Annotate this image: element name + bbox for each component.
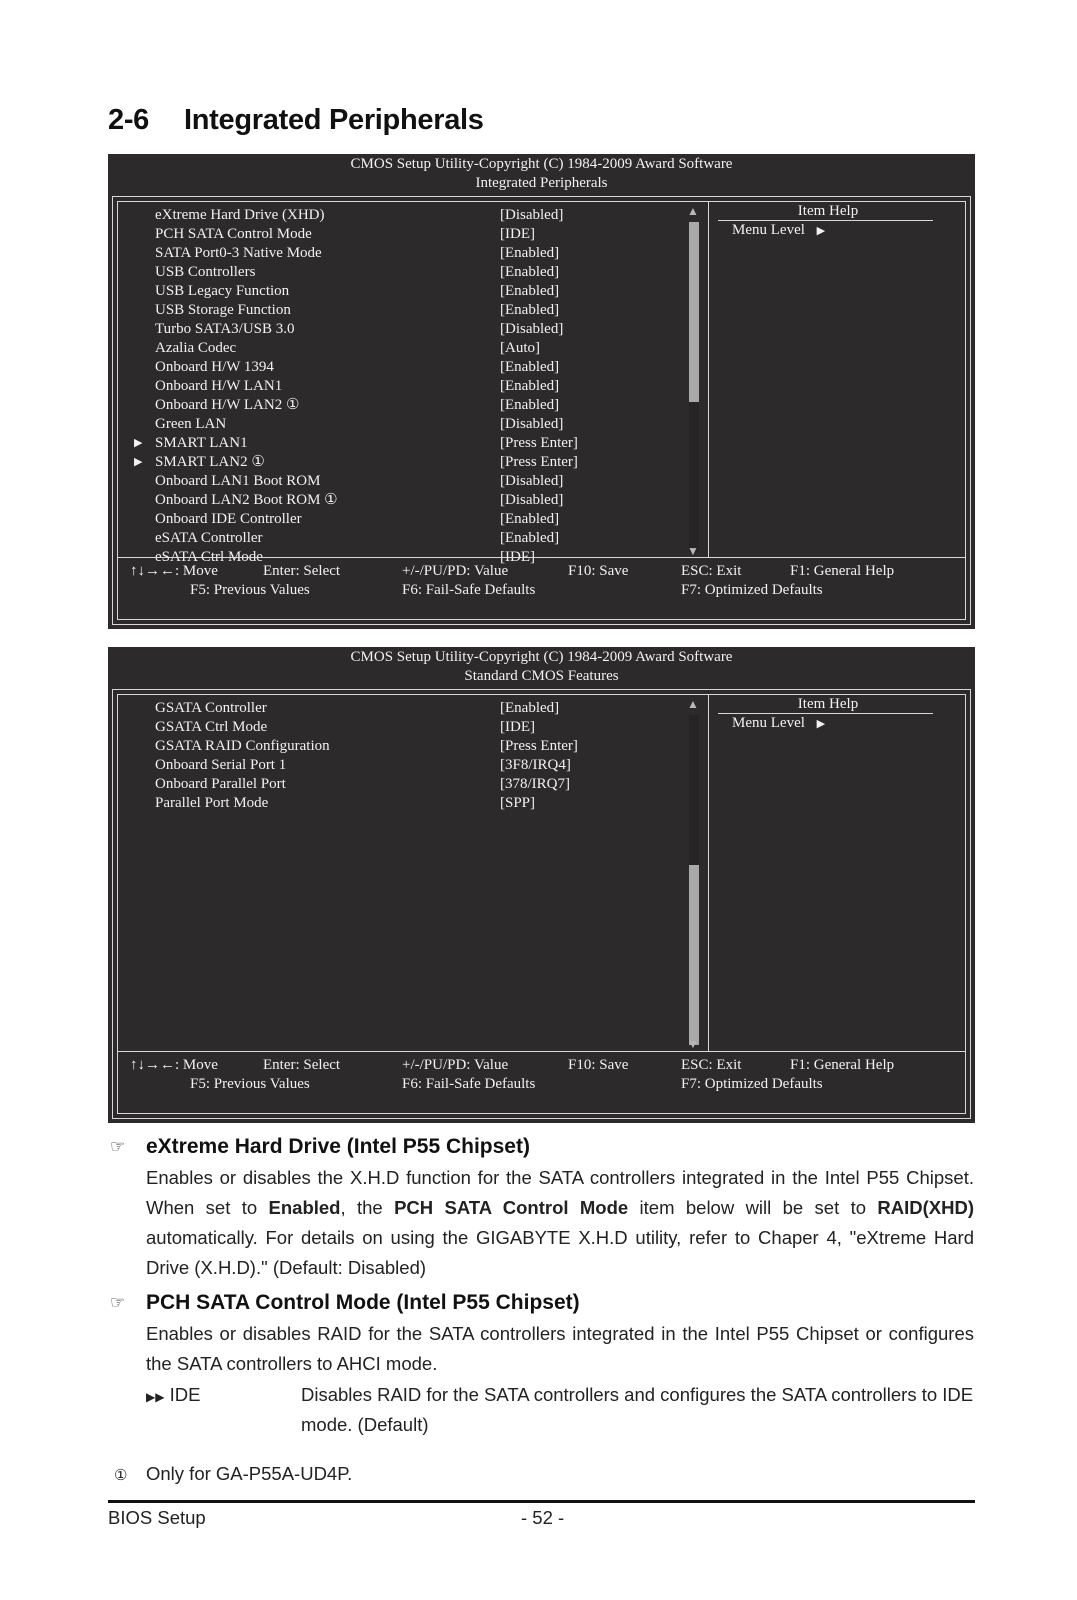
bios-item[interactable] [118, 718, 708, 737]
bios-item-label: Green LAN [155, 416, 227, 432]
menu-level-arrow-icon: ▶ [816, 718, 826, 730]
bios-item[interactable] [118, 377, 708, 396]
bios-divider [708, 202, 709, 557]
bios-item-label: SMART LAN2 ① [155, 454, 265, 470]
bios-item-value[interactable]: [Enabled] [500, 397, 560, 413]
bios-item[interactable] [118, 301, 708, 320]
bios-item[interactable] [118, 320, 708, 339]
bios-outer-frame [112, 196, 971, 625]
bios-title [108, 154, 975, 197]
scroll-down-icon[interactable]: ▼ [687, 544, 699, 558]
bios-item-label: SATA Port0-3 Native Mode [155, 245, 322, 261]
bios-item-value[interactable]: [Press Enter] [500, 738, 578, 754]
bios-item[interactable] [118, 794, 708, 813]
bios-item-label: eXtreme Hard Drive (XHD) [155, 207, 325, 223]
menu-level-label: Menu Level [732, 715, 805, 731]
bios-copyright: CMOS Setup Utility-Copyright (C) 1984-2009 Award Software [350, 649, 733, 665]
bios-screen-standard-cmos [108, 647, 975, 1123]
option-ide-description: Disables RAID for the SATA controllers and configures the SATA controllers to IDE mode. (Default) [301, 1384, 974, 1435]
bios-item[interactable] [118, 510, 708, 529]
bios-page-title: Standard CMOS Features [464, 668, 619, 684]
bios-item-label: Onboard IDE Controller [155, 511, 302, 527]
bios-item-value[interactable]: [Enabled] [500, 302, 560, 318]
bios-item[interactable] [118, 225, 708, 244]
submenu-arrow-icon: ▶ [134, 456, 143, 468]
bios-item-label: Onboard LAN1 Boot ROM [155, 473, 321, 489]
bios-item[interactable] [118, 472, 708, 491]
bios-divider [708, 695, 709, 1051]
bios-item-label: Onboard H/W 1394 [155, 359, 274, 375]
bios-item-value[interactable]: [SPP] [500, 795, 536, 811]
bold-run: RAID(XHD) [877, 1197, 974, 1218]
bios-item-label: Onboard H/W LAN1 [155, 378, 283, 394]
bios-item-list [118, 699, 708, 813]
bios-item-value[interactable]: [Press Enter] [500, 454, 578, 470]
key-f1: F1: General Help [790, 1057, 895, 1073]
option-name: IDE [169, 1384, 201, 1405]
menu-level-arrow-icon: ▶ [816, 225, 826, 237]
bios-item-value[interactable]: [Disabled] [500, 207, 564, 223]
key-f7: F7: Optimized Defaults [681, 1076, 823, 1092]
bios-inner-frame [117, 201, 966, 620]
bios-item[interactable] [118, 529, 708, 548]
bold-run: Enabled [268, 1197, 341, 1218]
bios-item-value[interactable]: [Enabled] [500, 700, 560, 716]
bios-item[interactable] [118, 491, 708, 510]
key-enter: Enter: Select [263, 563, 341, 579]
bios-item-label: Onboard Parallel Port [155, 776, 286, 792]
text-run: item below will be set to [628, 1197, 878, 1218]
bold-run: PCH SATA Control Mode [394, 1197, 629, 1218]
bios-item-value[interactable]: [Disabled] [500, 473, 564, 489]
bios-item-value[interactable]: [3F8/IRQ4] [500, 757, 571, 773]
xhd-description [146, 1163, 974, 1283]
bios-item-label: USB Controllers [155, 264, 256, 280]
pch-sata-description: Enables or disables RAID for the SATA controllers integrated in the Intel P55 Chipset or configures the SATA controllers to AHCI mode. [146, 1323, 974, 1374]
key-f10: F10: Save [568, 1057, 629, 1073]
note-symbol: ① [114, 1467, 128, 1484]
footer-section-name: BIOS Setup [108, 1507, 206, 1528]
bios-item-list [118, 206, 708, 567]
bios-copyright: CMOS Setup Utility-Copyright (C) 1984-2009 Award Software [350, 156, 733, 172]
menu-level-label: Menu Level [732, 222, 805, 238]
section-title: Integrated Peripherals [184, 104, 484, 136]
key-f6: F6: Fail-Safe Defaults [402, 582, 536, 598]
option-ide [146, 1380, 200, 1412]
text-run: automatically. For details on using the GIGABYTE X.H.D utility, refer to Chaper 4, "eXtreme Hard Drive (X.H.D)." (Default: Disabled) [146, 1227, 974, 1278]
bios-item-value[interactable]: [Enabled] [500, 359, 560, 375]
subsection-title: PCH SATA Control Mode (Intel P55 Chipset) [146, 1291, 580, 1314]
bios-item-value[interactable]: [Enabled] [500, 264, 560, 280]
bios-item[interactable] [118, 453, 708, 472]
footer-rule [108, 1500, 975, 1503]
bios-item-label: GSATA Ctrl Mode [155, 719, 268, 735]
page-number: - 52 - [521, 1507, 565, 1528]
bios-item[interactable] [118, 434, 708, 453]
section-heading [108, 104, 484, 137]
double-arrow-icon: ▶▶ [146, 1390, 165, 1404]
bios-item-value[interactable]: [Enabled] [500, 378, 560, 394]
key-f5: F5: Previous Values [190, 582, 310, 598]
bios-item-label: GSATA Controller [155, 700, 267, 716]
bios-item-value[interactable]: [Disabled] [500, 492, 564, 508]
menu-level [732, 221, 825, 241]
key-esc: ESC: Exit [681, 563, 742, 579]
bios-item-label: Onboard H/W LAN2 ① [155, 397, 300, 413]
key-f1: F1: General Help [790, 563, 895, 579]
bios-item-label: USB Legacy Function [155, 283, 290, 299]
key-value: +/-/PU/PD: Value [402, 563, 509, 579]
item-help-title: Item Help [797, 203, 859, 219]
bios-item[interactable] [118, 415, 708, 434]
bios-item[interactable] [118, 339, 708, 358]
bios-screen-integrated-peripherals [108, 154, 975, 629]
scroll-up-icon[interactable]: ▲ [687, 697, 699, 711]
model-note [114, 1463, 352, 1485]
bios-item-value[interactable]: [IDE] [500, 549, 535, 565]
bios-title [108, 647, 975, 690]
bios-item-value[interactable]: [Enabled] [500, 245, 560, 261]
bios-item-value[interactable]: [Disabled] [500, 321, 564, 337]
text-run: , the [340, 1197, 395, 1218]
bios-item[interactable] [118, 358, 708, 377]
bios-item-value[interactable]: [Enabled] [500, 511, 560, 527]
bios-inner-frame [117, 694, 966, 1114]
bios-item-value[interactable]: [Disabled] [500, 416, 564, 432]
key-value: +/-/PU/PD: Value [402, 1057, 509, 1073]
bios-item-value[interactable]: [IDE] [500, 226, 535, 242]
bios-item-value[interactable]: [IDE] [500, 719, 535, 735]
bios-item[interactable] [118, 282, 708, 301]
bios-item[interactable] [118, 737, 708, 756]
bios-item-label: PCH SATA Control Mode [155, 226, 312, 242]
scrollbar-track[interactable] [689, 715, 699, 1045]
bios-item-label: eSATA Ctrl Mode [155, 549, 263, 565]
scrollbar-thumb[interactable] [689, 222, 699, 402]
bios-outer-frame [112, 689, 971, 1119]
bios-item[interactable] [118, 396, 708, 415]
bios-item-label: eSATA Controller [155, 530, 263, 546]
bios-item-label: GSATA RAID Configuration [155, 738, 330, 754]
pointing-hand-icon: ☞ [110, 1137, 126, 1156]
bios-key-divider [118, 557, 965, 558]
key-esc: ESC: Exit [681, 1057, 742, 1073]
bios-item-value[interactable]: [Auto] [500, 340, 540, 356]
key-f10: F10: Save [568, 563, 629, 579]
scroll-up-icon[interactable]: ▲ [687, 204, 699, 218]
item-help-title: Item Help [797, 696, 859, 712]
bios-item-value[interactable]: [378/IRQ7] [500, 776, 570, 792]
section-number: 2-6 [108, 104, 150, 136]
bios-item[interactable] [118, 244, 708, 263]
bios-item[interactable] [118, 699, 708, 718]
text-run: Enables or disables the X.H.D function for the SATA controllers integrated in the Intel P55 Chipset. When set to [146, 1167, 974, 1218]
key-f6: F6: Fail-Safe Defaults [402, 1076, 536, 1092]
bios-key-divider [118, 1051, 965, 1052]
bios-item[interactable] [118, 263, 708, 282]
key-f5: F5: Previous Values [190, 1076, 310, 1092]
scrollbar-thumb[interactable] [689, 865, 699, 1045]
bios-item[interactable] [118, 756, 708, 775]
bios-page-title: Integrated Peripherals [475, 175, 608, 191]
scroll-down-icon[interactable]: ▼ [687, 1037, 699, 1051]
menu-level [732, 714, 825, 734]
bios-item-value[interactable]: [Press Enter] [500, 435, 578, 451]
bios-item-label: Onboard LAN2 Boot ROM ① [155, 492, 338, 508]
bios-item-label: Azalia Codec [155, 340, 237, 356]
key-move: ↑↓→←: Move [130, 563, 218, 579]
bios-item-label: Parallel Port Mode [155, 795, 269, 811]
pointing-hand-icon: ☞ [110, 1293, 126, 1312]
submenu-arrow-icon: ▶ [134, 437, 143, 449]
bios-item[interactable] [118, 206, 708, 225]
subsection-title: eXtreme Hard Drive (Intel P55 Chipset) [146, 1135, 530, 1158]
bios-item-value[interactable]: [Enabled] [500, 283, 560, 299]
note-text: Only for GA-P55A-UD4P. [146, 1463, 353, 1484]
bios-item-label: USB Storage Function [155, 302, 291, 318]
bios-item-label: SMART LAN1 [155, 435, 248, 451]
key-move: ↑↓→←: Move [130, 1057, 218, 1073]
bios-item-label: Turbo SATA3/USB 3.0 [155, 321, 295, 337]
scrollbar-track[interactable] [689, 222, 699, 552]
key-enter: Enter: Select [263, 1057, 341, 1073]
key-f7: F7: Optimized Defaults [681, 582, 823, 598]
bios-item-value[interactable]: [Enabled] [500, 530, 560, 546]
bios-item[interactable] [118, 775, 708, 794]
bios-item-label: Onboard Serial Port 1 [155, 757, 287, 773]
